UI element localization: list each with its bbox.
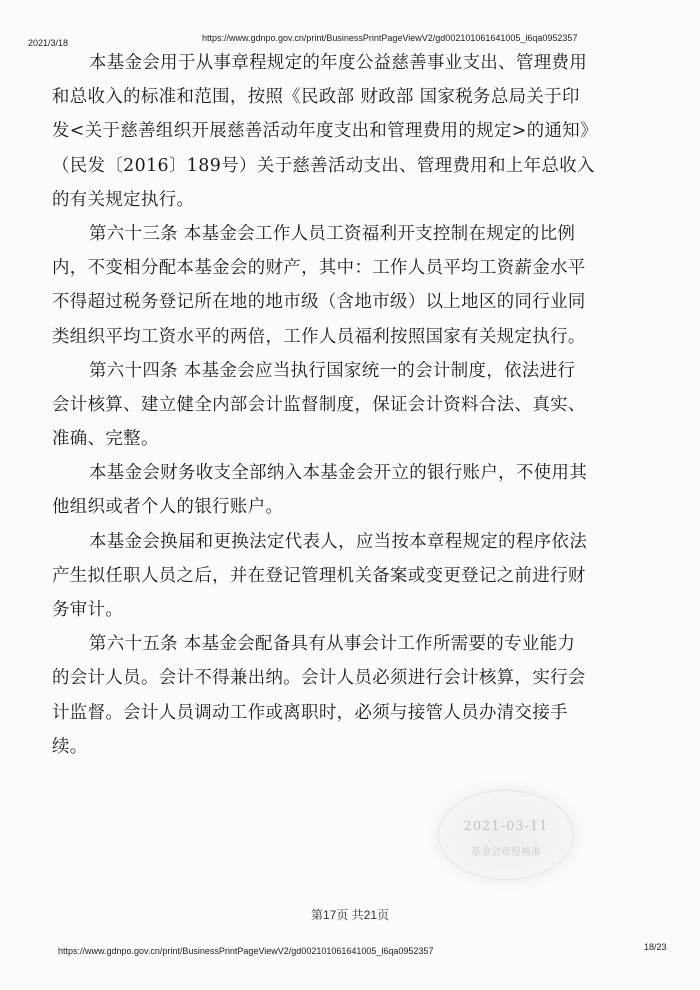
print-header-url: https://www.gdnpo.gov.cn/print/BusinessPrintPageViewV2/gd002101061641005_l6qa0952357: [202, 33, 578, 43]
text-line: （民发〔2016〕189号）关于慈善活动支出、管理费用和上年总收入: [52, 155, 595, 176]
text-line: 类组织平均工资水平的两倍，工作人员福利按照国家有关规定执行。: [52, 326, 586, 347]
text-line: 的会计人员。会计不得兼出纳。会计人员必须进行会计核算，实行会: [52, 668, 586, 689]
text-line: 务审计。: [52, 600, 124, 620]
text-line: 和总收入的标准和范围，按照《民政部 财政部 国家税务总局关于印: [52, 87, 580, 108]
print-date: 2021/3/18: [28, 38, 69, 48]
text-line: 内，不变相分配本基金会的财产，其中：工作人员平均工资薪金水平: [52, 258, 586, 279]
article-63-line: 第六十三条 本基金会工作人员工资福利开支控制在规定的比例: [89, 223, 576, 244]
approval-seal: [438, 790, 574, 880]
seal-date: 2021-03-11: [463, 819, 549, 834]
article-64-line: 第六十四条 本基金会应当执行国家统一的会计制度，依法进行: [89, 360, 576, 381]
text-line: 准确、完整。: [52, 429, 159, 450]
print-page-number: 18/23: [644, 942, 667, 952]
text-line: 本基金会用于从事章程规定的年度公益慈善事业支出、管理费用: [89, 53, 588, 73]
text-line: 他组织或者个人的银行账户。: [52, 497, 284, 518]
text-line: 会计核算、建立健全内部会计监督制度，保证会计资料合法、真实、: [52, 394, 586, 415]
text-line: 发<关于慈善组织开展慈善活动年度支出和管理费用的规定>的通知》: [52, 121, 598, 142]
text-line: 计监督。会计人员调动工作或离职时，必须与接管人员办清交接手: [52, 702, 568, 723]
text-line: 的有关规定执行。: [52, 189, 195, 210]
text-line: 续。: [52, 736, 88, 757]
article-65-line: 第六十五条 本基金会配备具有从事会计工作所需要的专业能力: [89, 634, 576, 655]
text-line: 本基金会财务收支全部纳入本基金会开立的银行账户，不使用其: [89, 463, 588, 484]
document-body: [52, 46, 608, 764]
page-counter: 第17页 共21页: [310, 908, 390, 922]
text-line: 不得超过税务登记所在地的地市级（含地市级）以上地区的同行业同: [52, 292, 586, 313]
seal-text: 基金会章程核准: [471, 847, 541, 858]
print-footer-url: https://www.gdnpo.gov.cn/print/BusinessPrintPageViewV2/gd002101061641005_l6qa0952357: [58, 946, 434, 956]
text-line: 本基金会换届和更换法定代表人，应当按本章程规定的程序依法: [89, 531, 588, 552]
text-line: 产生拟任职人员之后，并在登记管理机关备案或变更登记之前进行财: [52, 565, 586, 586]
